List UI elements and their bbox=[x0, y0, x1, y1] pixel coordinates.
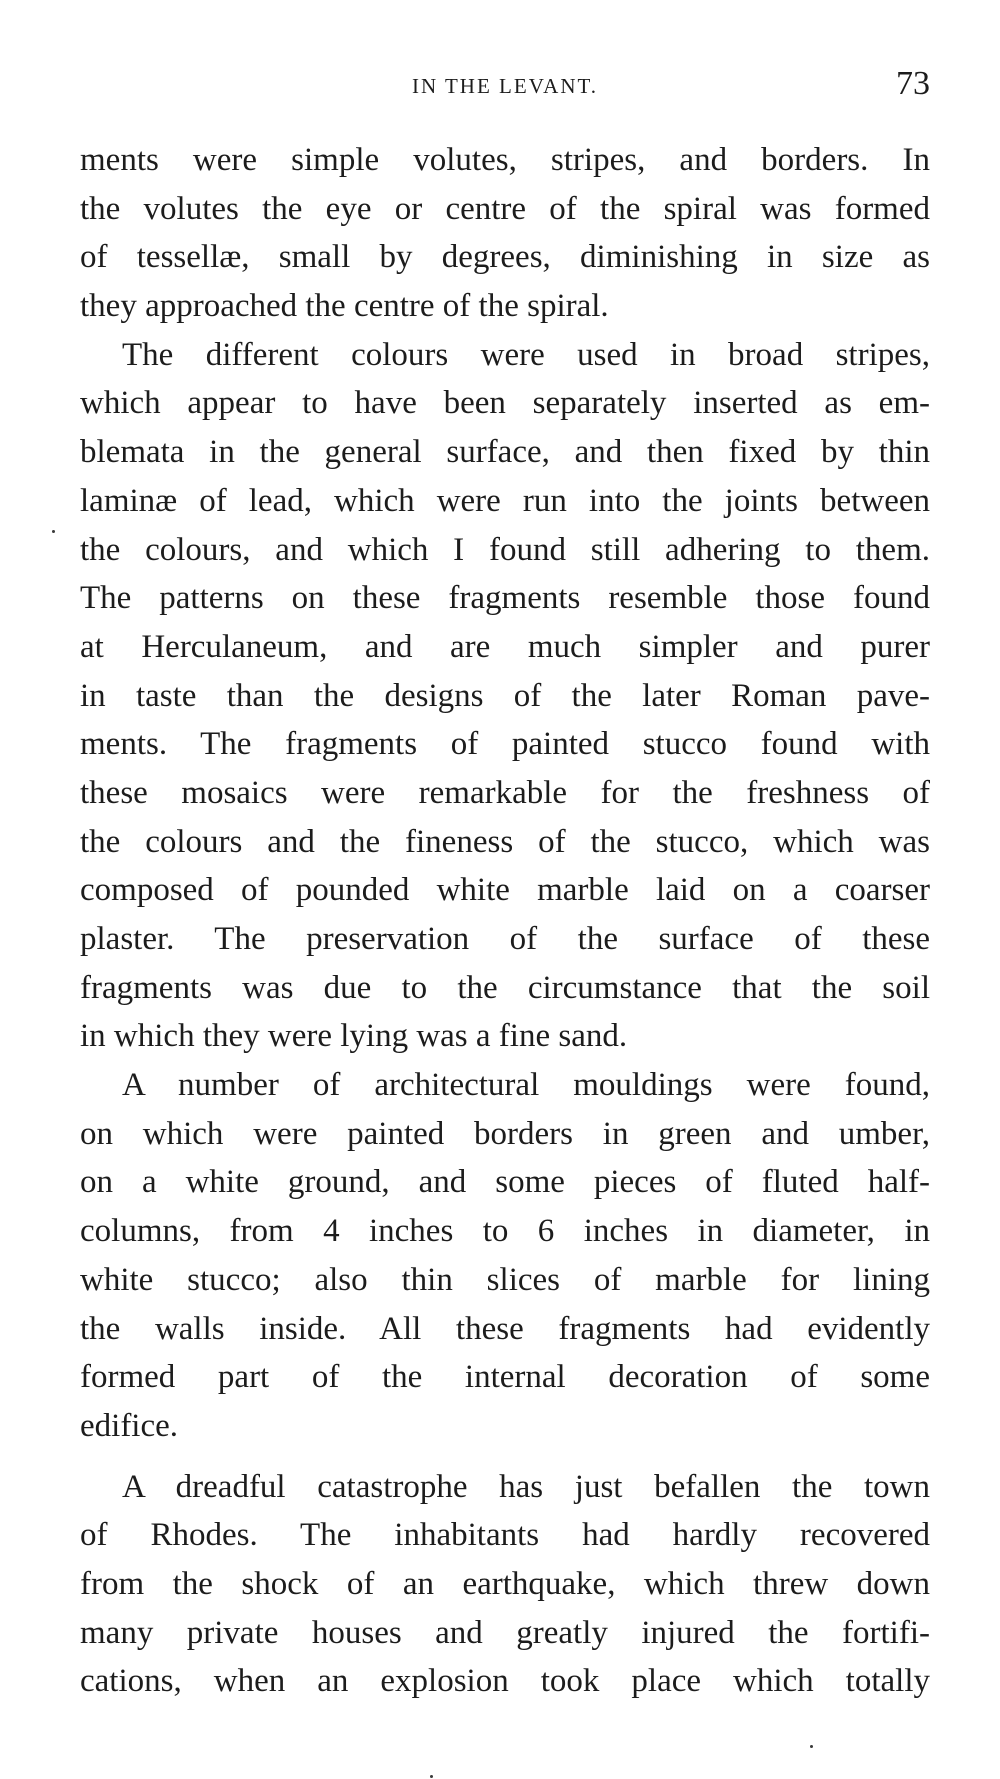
paragraph bbox=[80, 331, 930, 1061]
paragraph bbox=[80, 1061, 930, 1451]
paragraph bbox=[80, 1463, 930, 1706]
body-text bbox=[80, 136, 930, 1706]
text-line: plaster. The preservation of the surface of these bbox=[80, 921, 930, 957]
text-line: columns, from 4 inches to 6 inches in diameter, in bbox=[80, 1213, 930, 1250]
text-line: formed part of the internal decoration of some bbox=[80, 1359, 930, 1396]
text-line: laminæ of lead, which were run into the joints between bbox=[80, 482, 930, 519]
text-line: of Rhodes. The inhabitants had hardly recovered bbox=[80, 1517, 930, 1554]
page-number: 73 bbox=[896, 65, 930, 102]
running-title: IN THE LEVANT. bbox=[411, 74, 599, 98]
text-line: white stucco; also thin slices of marble for lining bbox=[80, 1261, 930, 1298]
text-line: edifice. bbox=[80, 1407, 179, 1444]
text-line: the colours and the fineness of the stucco, which was bbox=[80, 823, 930, 860]
text-line: of tessellæ, small by degrees, diminishing in size as bbox=[80, 239, 930, 276]
text-line: fragments was due to the circumstance that the soil bbox=[80, 969, 930, 1006]
text-line: composed of pounded white marble laid on a coarser bbox=[80, 872, 930, 909]
ink-speck bbox=[52, 530, 55, 533]
text-line: A dreadful catastrophe has just befallen the town bbox=[122, 1468, 930, 1505]
text-line: the volutes the eye or centre of the spiral was formed bbox=[80, 190, 930, 227]
text-line: ments were simple volutes, stripes, and borders. In bbox=[80, 142, 930, 178]
text-line: cations, when an explosion took place which totally bbox=[80, 1663, 930, 1700]
text-line: on a white ground, and some pieces of fluted half- bbox=[80, 1164, 930, 1201]
text-line: in which they were lying was a fine sand. bbox=[80, 1018, 628, 1055]
paragraph bbox=[80, 136, 930, 331]
running-head bbox=[80, 62, 930, 112]
ink-speck bbox=[430, 1775, 433, 1778]
paragraph-gap bbox=[80, 1451, 930, 1463]
text-line: many private houses and greatly injured the fortifi- bbox=[80, 1614, 930, 1651]
text-line: which appear to have been separately inserted as em- bbox=[80, 385, 930, 422]
text-line: the walls inside. All these fragments had evidently bbox=[80, 1310, 930, 1347]
ink-speck bbox=[810, 1745, 813, 1748]
text-line: The different colours were used in broad stripes, bbox=[122, 336, 930, 373]
text-line: at Herculaneum, and are much simpler and purer bbox=[80, 628, 930, 665]
text-line: ments. The fragments of painted stucco found with bbox=[80, 726, 930, 763]
text-line: in taste than the designs of the later Roman pave- bbox=[80, 677, 930, 714]
text-line: from the shock of an earthquake, which threw down bbox=[80, 1565, 930, 1602]
text-line: the colours, and which I found still adhering to them. bbox=[80, 531, 930, 568]
text-line: blemata in the general surface, and then fixed by thin bbox=[80, 434, 930, 471]
text-line: on which were painted borders in green and umber, bbox=[80, 1115, 930, 1152]
text-line: The patterns on these fragments resemble those found bbox=[80, 580, 930, 617]
text-line: they approached the centre of the spiral. bbox=[80, 288, 609, 325]
text-line: these mosaics were remarkable for the freshness of bbox=[80, 774, 930, 811]
text-line: A number of architectural mouldings were found, bbox=[122, 1067, 930, 1104]
